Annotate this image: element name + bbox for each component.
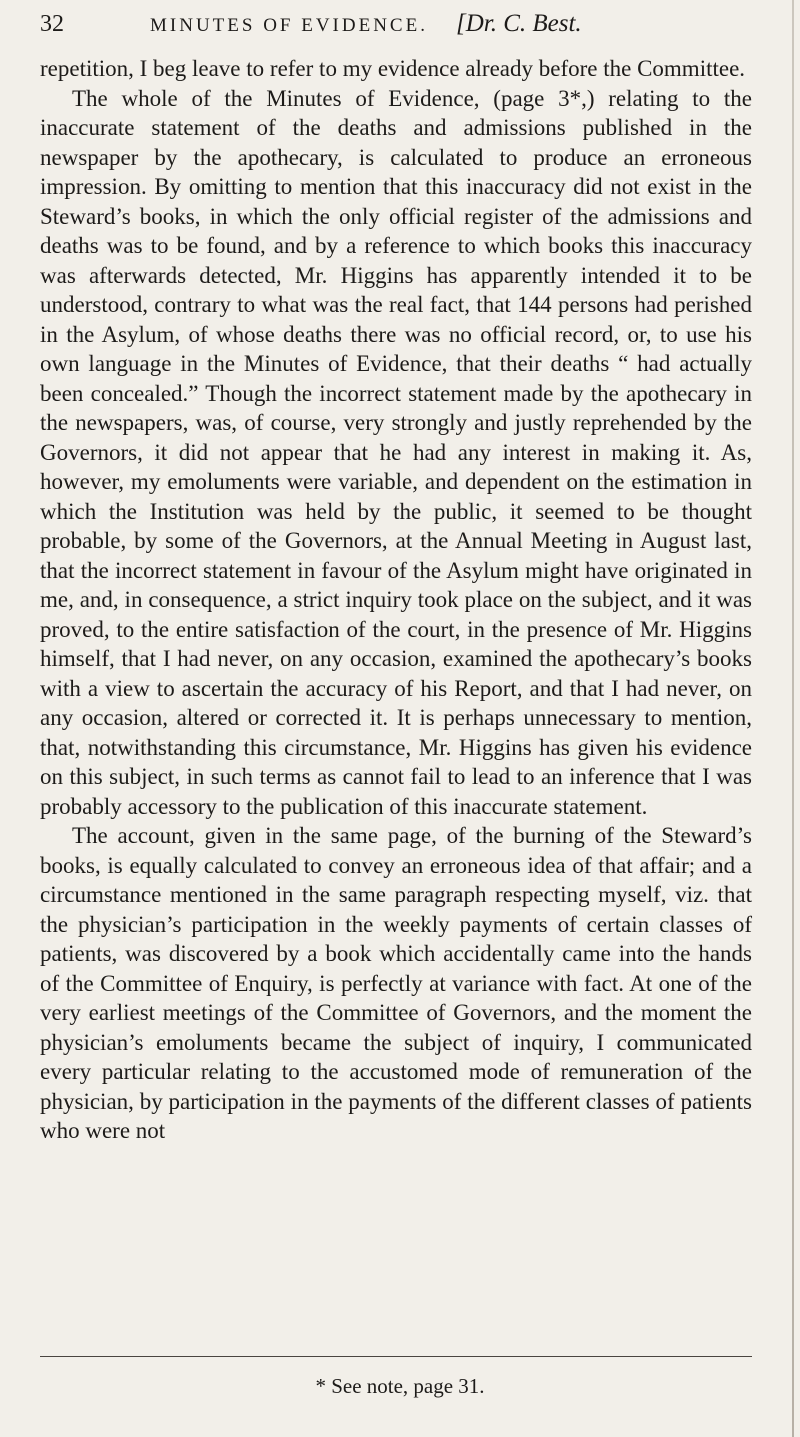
paragraph-minutes-of-evidence: The whole of the Minutes of Evidence, (page 3*,) relating to the inaccurate statement of the deaths and admissions published in the newspaper by the apothecary, is calculated to produce an erroneous impression. By omitting to mention that this inaccuracy did not exist in the Steward’s books, in which the only official register of the admissions and deaths was to be found, and by a reference to which books this inaccuracy was afterwards detected, Mr. Higgins has apparently intended it to be understood, contrary to what was the real fact, that 144 persons had perished in the Asylum, of whose deaths there was no official record, or, to use his own language in the Minutes of Evidence, that their deaths “ had actually been concealed.” Though the incorrect statement made by the apothecary in the newspapers, was, of course, very strongly and justly reprehended by the Governors, it did not appear that he had any interest in making it. As, however, my emoluments were variable, and dependent on the estimation in which the Institution was held by the public, it seemed to be thought probable, by some of the Governors, at the Annual Meeting in August last, that the incorrect statement in favour of the Asylum might have originated in me, and, in consequence, a strict inquiry took place on the subject, and it was proved, to the entire satisfaction of the court, in the presence of Mr. Higgins himself, that I had never, on any occasion, examined the apothecary’s books with a view to ascertain the accuracy of his Report, and that I had never, on any occasion, altered or corrected it. It is perhaps unnecessary to mention, that, notwithstanding this circumstance, Mr. Higgins has given his evidence on this subject, in such terms as cannot fail to lead to an inference that I was probably accessory to the publication of this inaccurate statement. bbox=[40, 85, 752, 819]
page-number: 32 bbox=[40, 11, 64, 37]
footnote: * See note, page 31. bbox=[315, 1374, 485, 1398]
body-text bbox=[40, 54, 752, 1146]
paragraph-stewards-books: The account, given in the same page, of the burning of the Steward’s books, is equally calculated to convey an erroneous idea of that affair; and a circumstance mentioned in the same paragraph respecting myself, viz. that the physician’s participation in the weekly payments of certain classes of patients, was discovered by a book which accidentally came into the hands of the Committee of Enquiry, is perfectly at variance with fact. At one of the very earliest meetings of the Committee of Governors, and the moment the physician’s emoluments became the subject of inquiry, I communicated every particular relating to the accustomed mode of remuneration of the physician, by participation in the payments of the different classes of patients who were not bbox=[40, 823, 752, 1143]
page-edge-shadow bbox=[792, 0, 794, 1437]
running-title: MINUTES OF EVIDENCE. bbox=[150, 15, 428, 36]
running-head bbox=[40, 10, 752, 48]
running-speaker: [Dr. C. Best. bbox=[455, 10, 582, 37]
paragraph-continuation: repetition, I beg leave to refer to my evidence already before the Committee. bbox=[40, 56, 746, 81]
footnote-divider bbox=[40, 1356, 752, 1357]
